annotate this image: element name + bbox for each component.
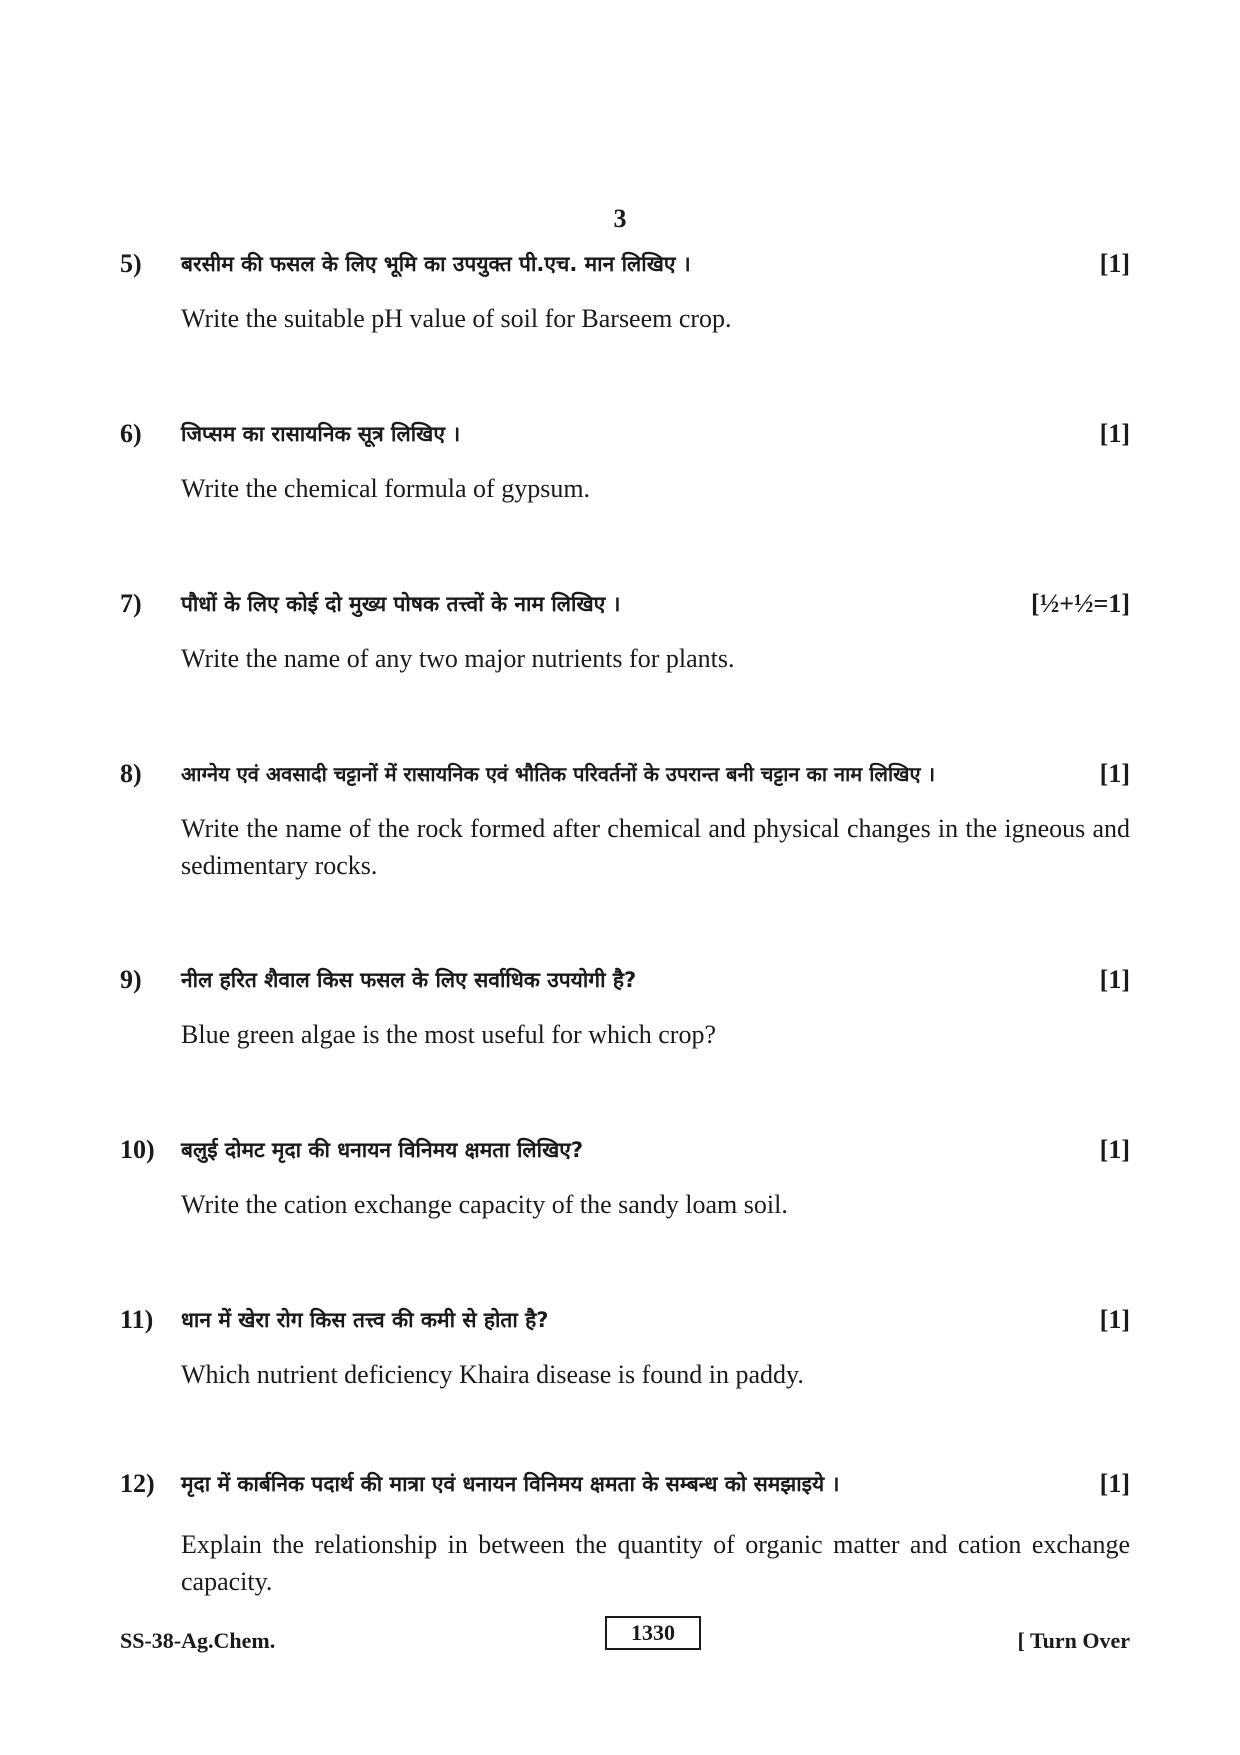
question-text-english: Write the name of any two major nutrients for plants. bbox=[181, 644, 735, 673]
question-marks: [½+½=1] bbox=[1031, 589, 1130, 618]
question-number: 11) bbox=[120, 1305, 154, 1334]
question-text-english: Explain the relationship in between the quantity of organic matter and cation exchange capacity. bbox=[181, 1530, 1130, 1596]
question-text-english: Blue green algae is the most useful for which crop? bbox=[181, 1020, 716, 1049]
question-6 bbox=[120, 416, 1130, 507]
question-text-english: Write the cation exchange capacity of the sandy loam soil. bbox=[181, 1190, 788, 1219]
question-7 bbox=[120, 586, 1130, 677]
question-number: 9) bbox=[120, 965, 142, 994]
question-text-english: Write the chemical formula of gypsum. bbox=[181, 474, 591, 503]
question-5 bbox=[120, 246, 1130, 337]
question-10 bbox=[120, 1132, 1130, 1223]
question-text-hindi: आग्नेय एवं अवसादी चट्टानों में रासायनिक एवं भौतिक परिवर्तनों के उपरान्त बनी चट्टान का नाम लिखिए । bbox=[181, 762, 936, 786]
paper-number-box: 1330 bbox=[605, 1616, 701, 1650]
question-text-hindi: पौधों के लिए कोई दो मुख्य पोषक तत्त्वों के नाम लिखिए । bbox=[181, 592, 621, 616]
question-11 bbox=[120, 1302, 1130, 1393]
question-12 bbox=[120, 1466, 1130, 1600]
question-text-english: Which nutrient deficiency Khaira disease is found in paddy. bbox=[181, 1360, 804, 1389]
page-footer bbox=[120, 1616, 1130, 1656]
question-marks: [1] bbox=[1099, 759, 1130, 788]
question-marks: [1] bbox=[1099, 419, 1130, 448]
question-marks: [1] bbox=[1099, 1135, 1130, 1164]
question-number: 10) bbox=[120, 1135, 155, 1164]
question-text-hindi: नील हरित शैवाल किस फसल के लिए सर्वाधिक उपयोगी है? bbox=[181, 968, 637, 992]
question-marks: [1] bbox=[1099, 1469, 1130, 1498]
page-number: 3 bbox=[613, 204, 627, 233]
question-marks: [1] bbox=[1099, 249, 1130, 278]
question-text-hindi: जिप्सम का रासायनिक सूत्र लिखिए । bbox=[181, 422, 461, 446]
question-number: 12) bbox=[120, 1469, 155, 1498]
question-text-hindi: बलुई दोमट मृदा की धनायन विनिमय क्षमता लिखिए? bbox=[181, 1138, 584, 1162]
paper-code: SS-38-Ag.Chem. bbox=[120, 1628, 276, 1653]
question-marks: [1] bbox=[1099, 1305, 1130, 1334]
turn-over-label: [ Turn Over bbox=[1017, 1628, 1130, 1653]
question-9 bbox=[120, 962, 1130, 1053]
question-text-english: Write the suitable pH value of soil for Barseem crop. bbox=[181, 304, 732, 333]
question-marks: [1] bbox=[1099, 965, 1130, 994]
question-text-hindi: बरसीम की फसल के लिए भूमि का उपयुक्त पी.एच. मान लिखिए । bbox=[181, 252, 691, 276]
question-text-hindi: धान में खेरा रोग किस तत्त्व की कमी से होता है? bbox=[181, 1308, 549, 1332]
question-number: 5) bbox=[120, 249, 142, 278]
question-number: 8) bbox=[120, 759, 142, 788]
question-number: 6) bbox=[120, 419, 142, 448]
question-number: 7) bbox=[120, 589, 142, 618]
question-text-hindi: मृदा में कार्बनिक पदार्थ की मात्रा एवं धनायन विनिमय क्षमता के सम्बन्ध को समझाइये । bbox=[181, 1472, 840, 1496]
question-8 bbox=[120, 756, 1130, 884]
question-text-english: Write the name of the rock formed after chemical and physical changes in the igneous and sedimentary rocks. bbox=[181, 814, 1130, 880]
